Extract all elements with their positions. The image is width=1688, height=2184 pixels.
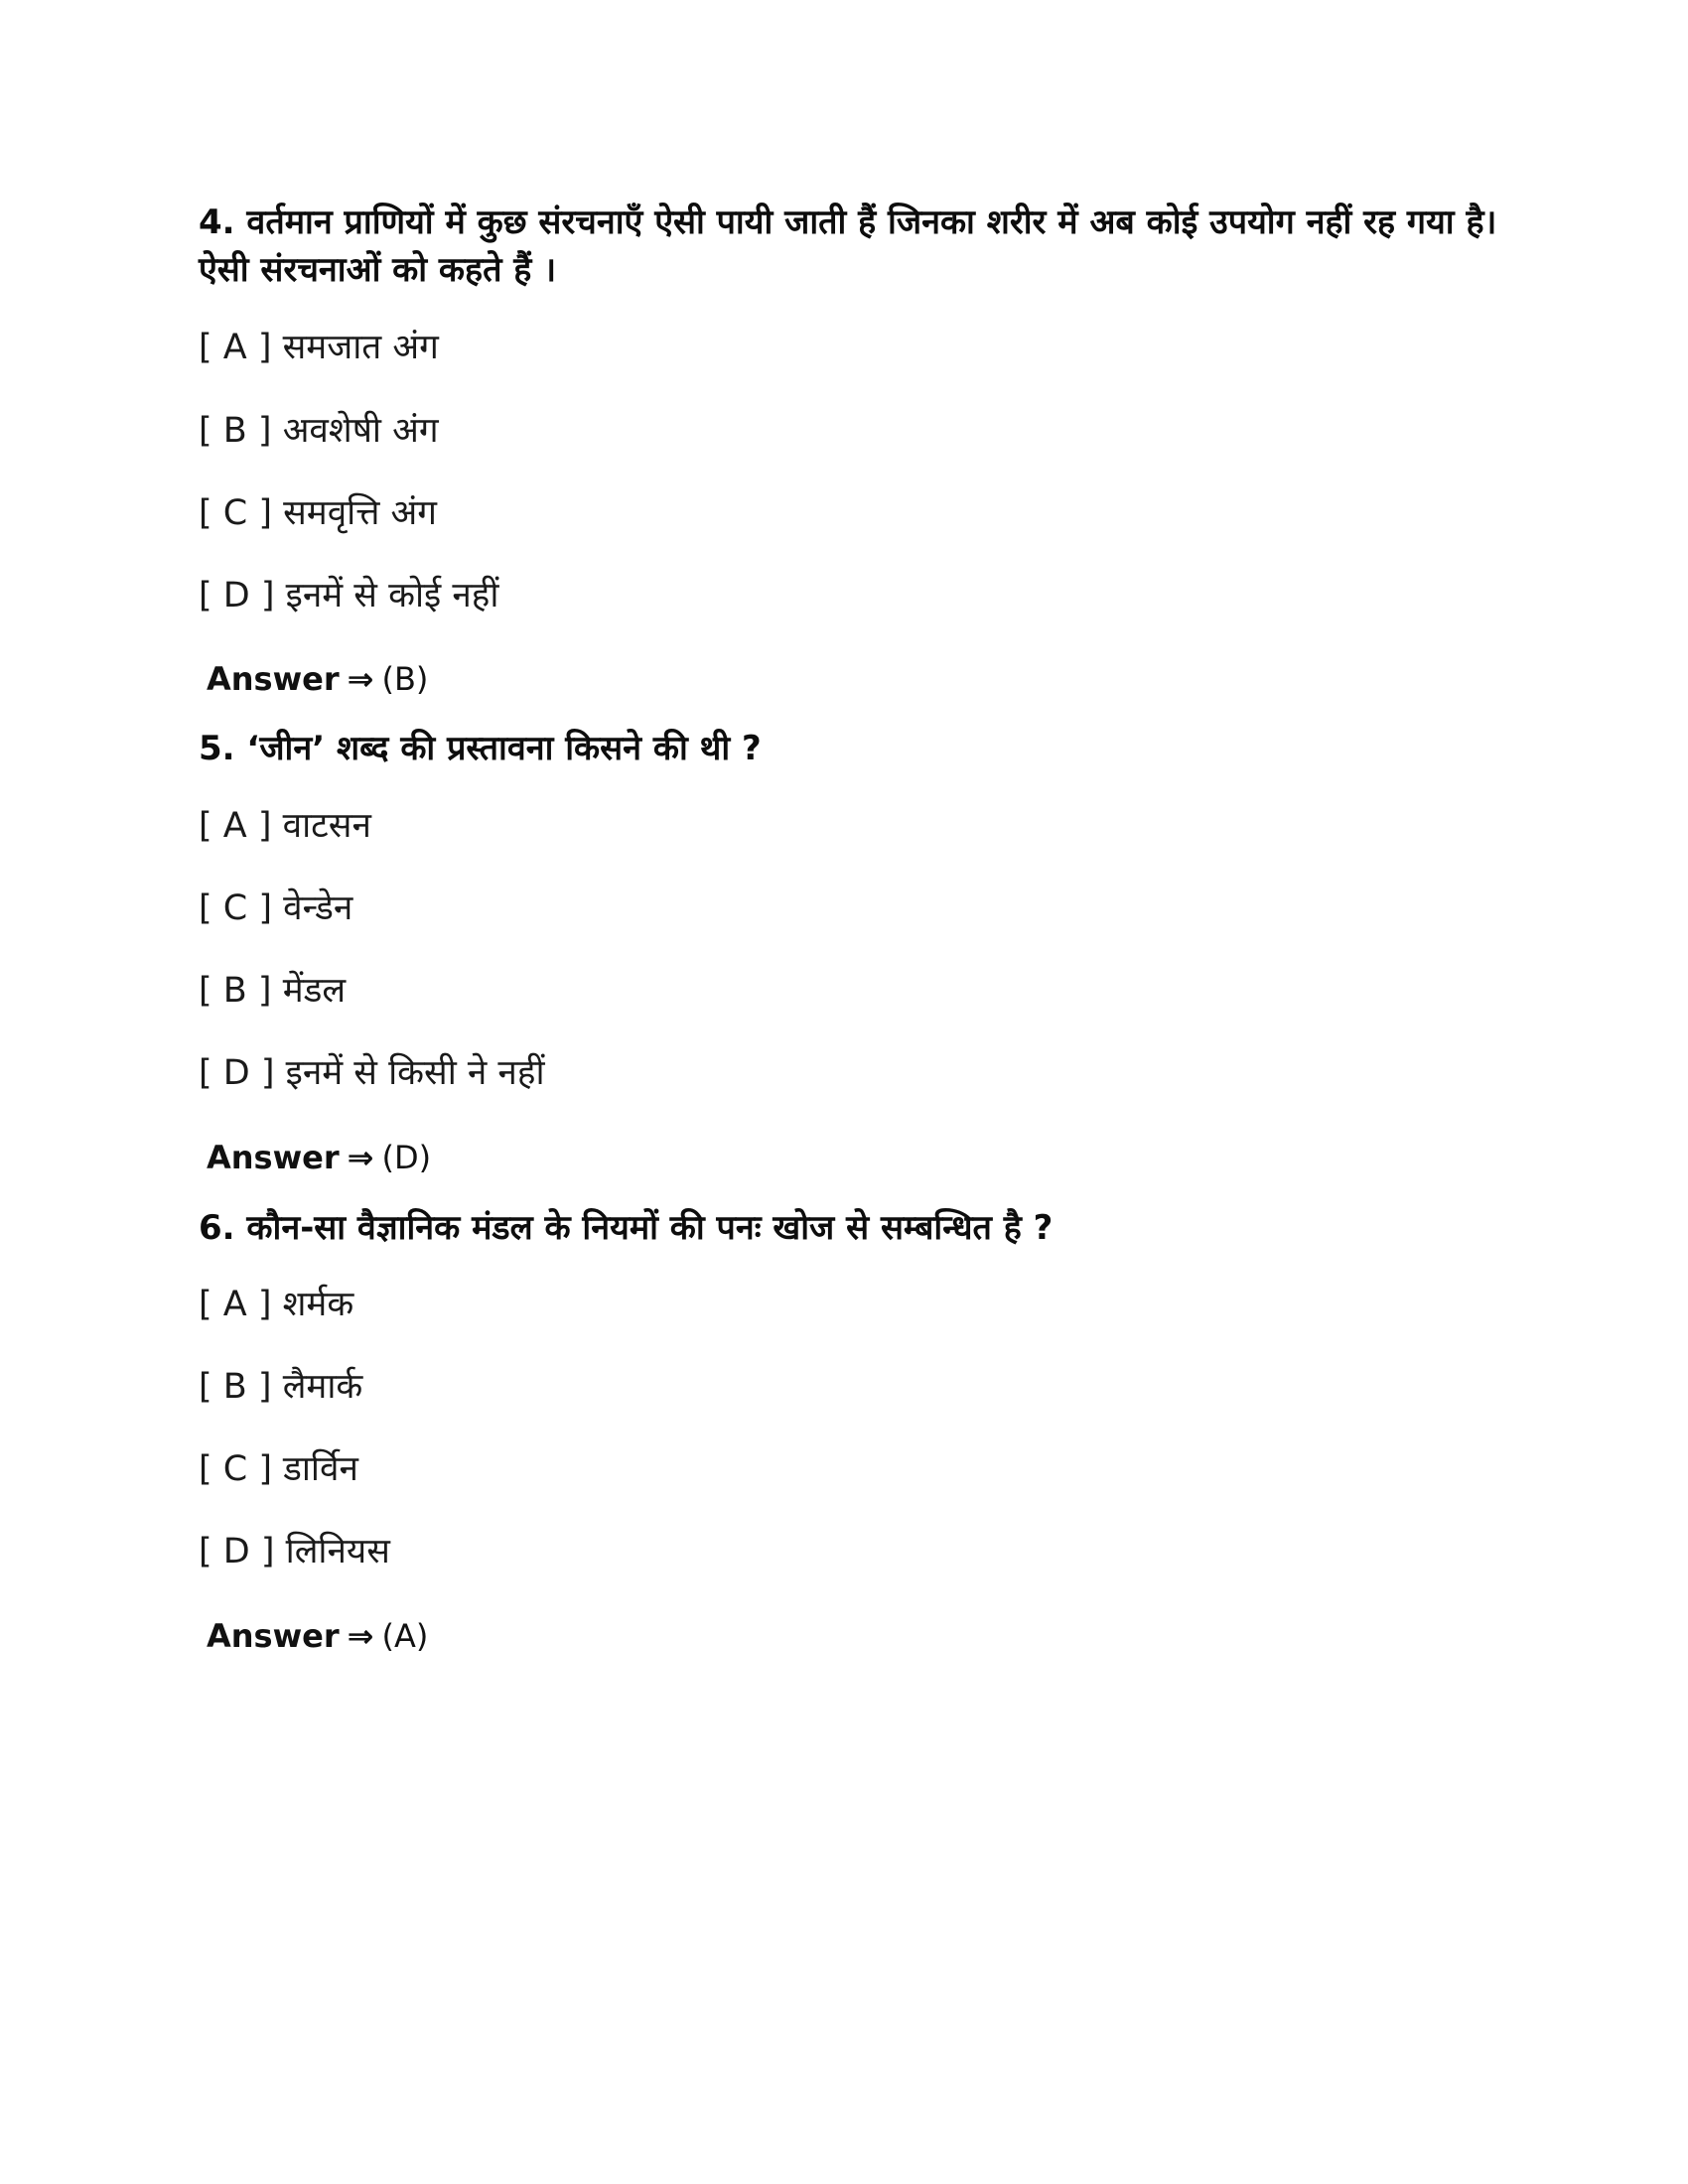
question-4-option-c: [ C ] समवृत्ति अंग [199, 493, 437, 533]
answer-arrow-icon: ⇒ [347, 1139, 374, 1176]
question-4-option-d: [ D ] इनमें से कोई नहीं [199, 576, 499, 615]
answer-arrow-icon: ⇒ [347, 1617, 374, 1655]
question-6-option-c: [ C ] डार्विन [199, 1449, 358, 1489]
question-6-answer [207, 1612, 428, 1660]
question-6-option-d: [ D ] लिनियस [199, 1532, 390, 1571]
question-5-option-c: [ C ] वेन्डेन [199, 888, 353, 928]
question-5-option-d: [ D ] इनमें से किसी ने नहीं [199, 1053, 545, 1093]
answer-value: (A) [381, 1617, 429, 1655]
question-4-text: 4. वर्तमान प्राणियों में कुछ संरचनाएँ ऐसी पायी जाती हैं जिनका शरीर में अब कोई उपयोग नहीं रह गया है। ऐसी संरचनाओं को कहते हैं । [199, 203, 1497, 290]
answer-label: Answer [207, 1139, 340, 1176]
question-5-text: 5. ‘जीन’ शब्द की प्रस्तावना किसने की थी ? [199, 729, 762, 768]
question-6-option-b: [ B ] लैमार्क [199, 1367, 363, 1407]
question-6-option-a: [ A ] शर्मक [199, 1285, 354, 1324]
answer-label: Answer [207, 1617, 340, 1655]
question-5-answer [207, 1134, 431, 1181]
question-4-option-a: [ A ] समजात अंग [199, 328, 439, 367]
question-5-option-b: [ B ] मेंडल [199, 971, 347, 1011]
question-4-answer [207, 655, 428, 703]
answer-value: (B) [381, 660, 429, 698]
question-6-text: 6. कौन-सा वैज्ञानिक मंडल के नियमों की पनः खोज से सम्बन्धित है ? [199, 1208, 1054, 1248]
question-5-option-a: [ A ] वाटसन [199, 806, 371, 846]
answer-value: (D) [381, 1139, 432, 1176]
answer-arrow-icon: ⇒ [347, 660, 374, 698]
answer-label: Answer [207, 660, 340, 698]
question-4-option-b: [ B ] अवशेषी अंग [199, 411, 439, 451]
